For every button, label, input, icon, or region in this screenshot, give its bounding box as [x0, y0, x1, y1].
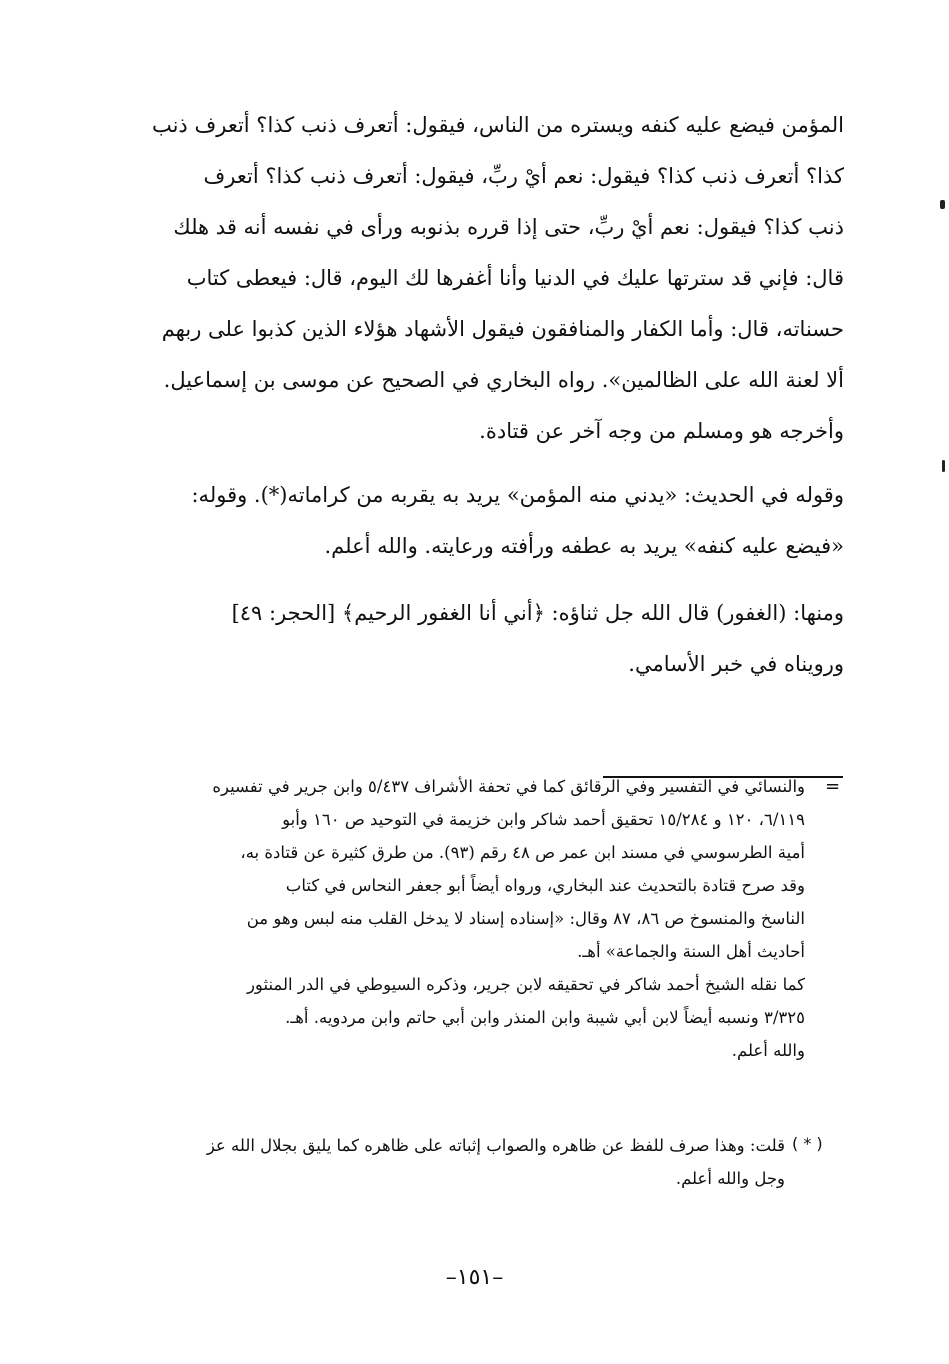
- paragraph-3: [132, 588, 844, 690]
- footnote-continuation: [133, 770, 805, 1067]
- text-line: المؤمن فيضع عليه كنفه ويستره من الناس، فيقول: أتعرف ذنب كذا؟ أتعرف ذنب: [151, 113, 844, 137]
- footnote-line: والنسائي في التفسير وفي الرقائق كما في تحفة الأشراف ٥/٤٣٧ وابن جرير في تفسيره: [212, 777, 805, 796]
- footnote-line: قلت: وهذا صرف للفظ عن ظاهره والصواب إثباته على ظاهره كما يليق بجلال الله عز: [206, 1136, 785, 1155]
- scan-speck: [942, 460, 945, 472]
- text-line: حسناته، قال: وأما الكفار والمنافقون فيقول الأشهاد هؤلاء الذين كذبوا على ربهم: [161, 317, 844, 341]
- text-line: ومنها: (الغفور) قال الله جل ثناؤه: ﴿أني أنا الغفور الرحيم﴾ [الحجر: ٤٩]: [231, 601, 844, 625]
- text-line: ورويناه في خبر الأسامي.: [628, 652, 844, 676]
- paragraph-1: [132, 100, 844, 457]
- footnote-line: وجل والله أعلم.: [675, 1169, 785, 1188]
- text-line: ألا لعنة الله على الظالمين». رواه البخاري في الصحيح عن موسى بن إسماعيل.: [163, 368, 844, 392]
- footnote-line: ٣/٣٢٥ ونسبه أيضاً لابن أبي شيبة وابن المنذر وابن أبي حاتم وابن مردويه. أهـ.: [285, 1008, 805, 1027]
- footnote-star-marker: ( * ): [792, 1134, 823, 1153]
- footnote-line: أمية الطرسوسي في مسند ابن عمر ص ٤٨ رقم (٩٣). من طرق كثيرة عن قتادة به،: [240, 843, 805, 862]
- footnote-line: أحاديث أهل السنة والجماعة» أهـ.: [577, 942, 805, 961]
- footnote-continuation-marker: =: [825, 776, 841, 797]
- paragraph-2: [132, 470, 844, 572]
- text-line: قال: فإني قد سترتها عليك في الدنيا وأنا أغفرها لك اليوم، قال: فيعطى كتاب: [186, 266, 844, 290]
- scan-speck: [940, 200, 945, 209]
- text-line: «فيضع عليه كنفه» يريد به عطفه ورأفته ورعايته. والله أعلم.: [324, 534, 844, 558]
- text-line: ذنب كذا؟ فيقول: نعم أيْ ربِّ، حتى إذا قرره بذنوبه ورأى في نفسه أنه قد هلك: [173, 215, 844, 239]
- page-number: –١٥١–: [445, 1265, 504, 1290]
- text-line: وقوله في الحديث: «يدني منه المؤمن» يريد به يقربه من كراماته(*). وقوله:: [191, 483, 844, 507]
- footnote-line: الناسخ والمنسوخ ص ٨٦، ٨٧ وقال: «إسناده إسناد لا يدخل القلب منه لبس وهو من: [246, 909, 805, 928]
- text-line: وأخرجه هو ومسلم من وجه آخر عن قتادة.: [479, 419, 844, 443]
- footnote-line: والله أعلم.: [731, 1041, 805, 1060]
- text-line: كذا؟ أتعرف ذنب كذا؟ فيقول: نعم أيْ ربِّ، فيقول: أتعرف ذنب كذا؟ أتعرف: [203, 164, 844, 188]
- footnote-line: ٦/١١٩، ١٢٠ و ١٥/٢٨٤ تحقيق أحمد شاكر وابن خزيمة في التوحيد ص ١٦٠ وأبو: [282, 810, 805, 829]
- footnote-star: [133, 1129, 785, 1195]
- footnote-line: وقد صرح قتادة بالتحديث عند البخاري، ورواه أيضاً أبو جعفر النحاس في كتاب: [285, 876, 805, 895]
- footnote-line: كما نقله الشيخ أحمد شاكر في تحقيقه لابن جرير، وذكره السيوطي في الدر المنثور: [246, 975, 805, 994]
